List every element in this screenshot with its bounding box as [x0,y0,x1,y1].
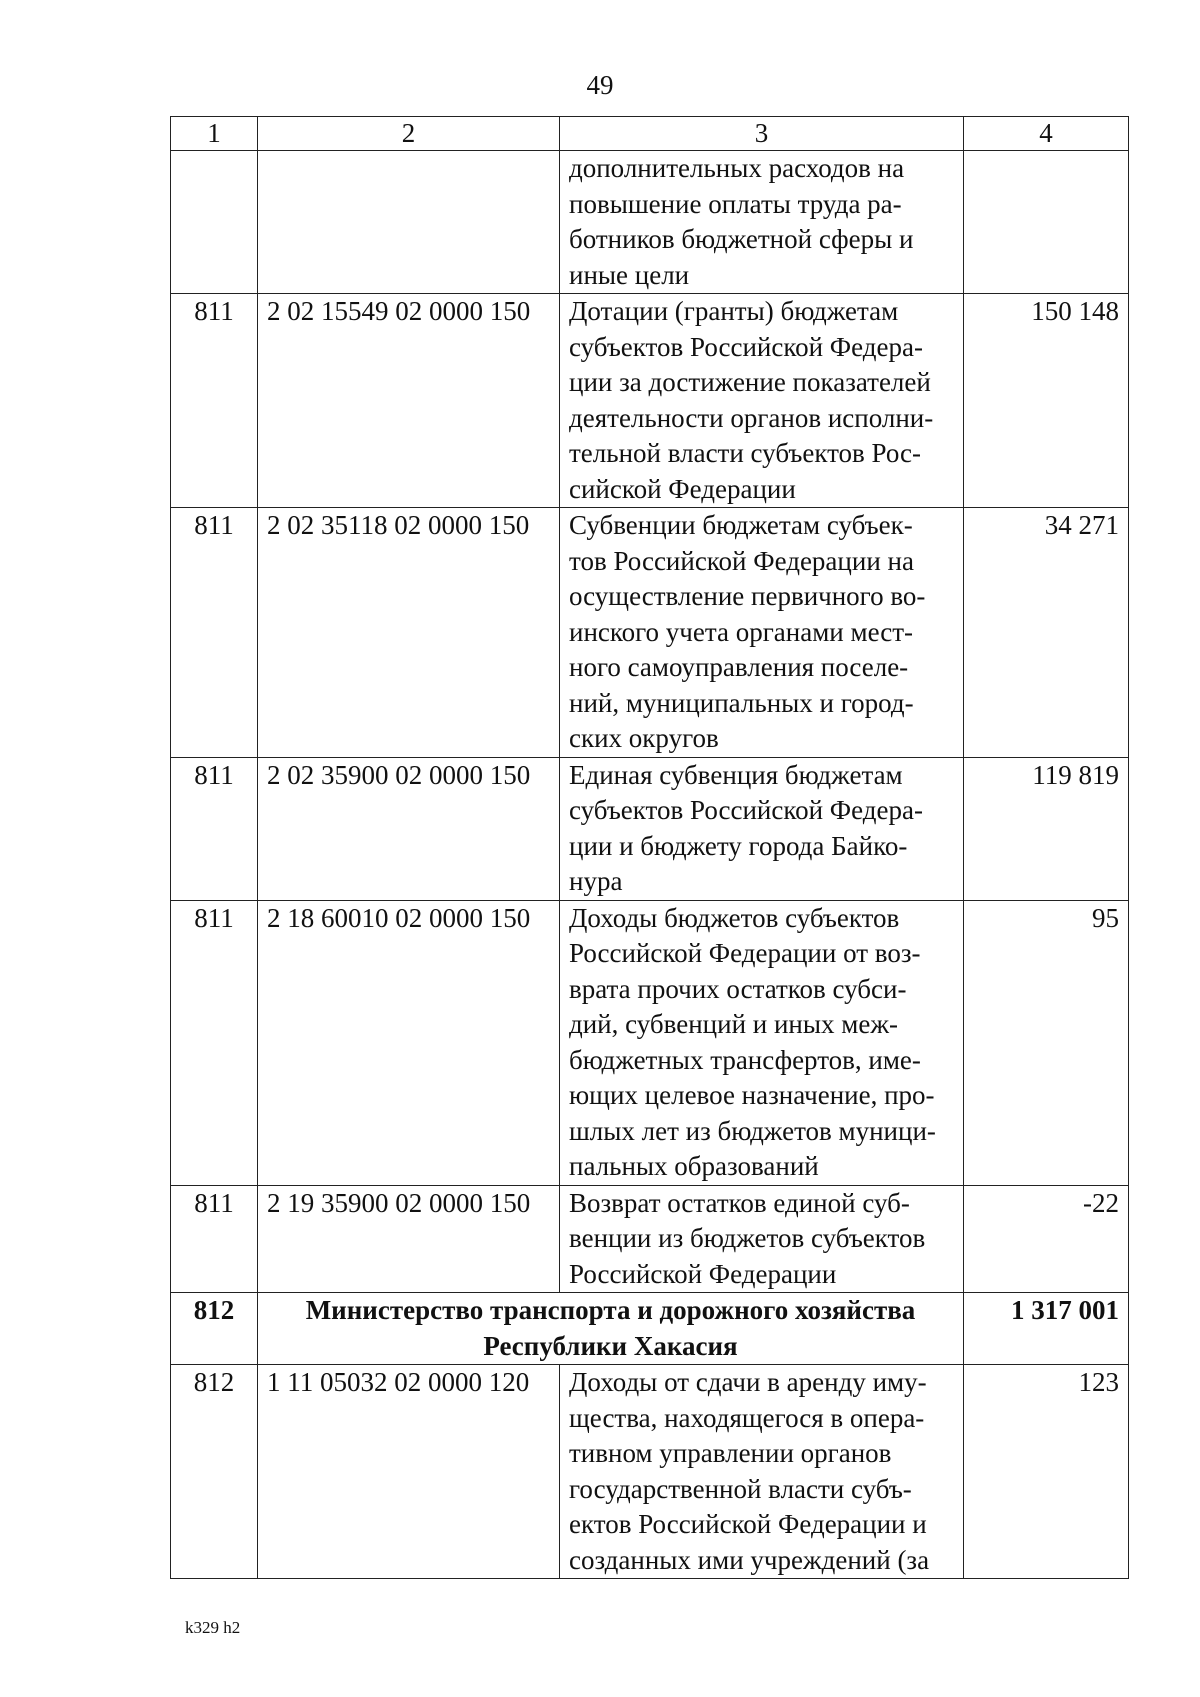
description-line: инского учета органами мест- [569,616,913,647]
budget-code-cell: 2 18 60010 02 0000 150 [258,900,560,1185]
description-line: Возврат остатков единой суб- [569,1187,910,1218]
description-line: ции за достижение показателей [569,367,931,397]
amount-cell: -22 [964,1185,1129,1293]
description-line: Российской Федерации [569,1258,837,1289]
description-line: осуществление первичного во- [569,581,926,611]
admin-code-cell: 812 [171,1365,258,1579]
amount-cell: 95 [964,900,1129,1185]
budget-code-cell: 2 02 15549 02 0000 150 [258,294,560,508]
description-line: Доходы бюджетов субъектов [569,902,900,933]
description-line: повышение оплаты труда ра- [569,188,902,219]
ministry-name-line: Министерство транспорта и дорожного хозяйства [305,1295,916,1325]
budget-table-body [171,117,1129,1579]
admin-code-cell: 811 [171,508,258,758]
admin-code-cell: 811 [171,900,258,1185]
description-line: тельной власти субъектов Рос- [569,438,922,468]
ministry-name [258,1293,964,1365]
description-line: ции и бюджету города Байко- [569,830,908,861]
description-line: тивном управлении органов [569,1438,892,1468]
ministry-row [171,1293,1129,1365]
budget-code-cell: 2 02 35118 02 0000 150 [258,508,560,758]
description-line: субъектов Российской Федера- [569,795,923,825]
page-number: 49 [586,70,614,100]
description-cell [560,294,964,508]
amount-cell: 123 [964,1365,1129,1579]
description-line: шлых лет из бюджетов муници- [569,1115,936,1146]
description-line: ного самоуправления поселе- [569,652,909,682]
description-line: Дотации (гранты) бюджетам [569,296,899,326]
description-line: дий, субвенций и иных меж- [569,1009,898,1039]
description-line: иные цели [569,259,690,290]
description-cell [560,757,964,900]
description-line: Субвенции бюджетам субъек- [569,510,913,540]
description-line: бюджетных трансфертов, име- [569,1044,921,1075]
table-row [171,757,1129,900]
table-header-row [171,117,1129,151]
description-line: дополнительных расходов на [569,153,905,183]
header-col-4: 4 [964,117,1129,151]
description-cell [560,1185,964,1293]
description-line: сийской Федерации [569,473,796,504]
table-row [171,508,1129,758]
description-line: созданных ими учреждений (за [569,1544,930,1575]
admin-code-cell [171,151,258,294]
amount-cell: 150 148 [964,294,1129,508]
budget-code-cell: 2 02 35900 02 0000 150 [258,757,560,900]
description-line: ний, муниципальных и город- [569,687,914,718]
description-line: нура [569,866,623,896]
table-row [171,1365,1129,1579]
description-line: венции из бюджетов субъектов [569,1223,926,1253]
description-cell [560,508,964,758]
table-row [171,1185,1129,1293]
ministry-name-line: Республики Хакасия [483,1330,738,1361]
ministry-total-amount: 1 317 001 [964,1293,1129,1365]
description-line: тов Российской Федерации на [569,545,914,576]
amount-cell: 34 271 [964,508,1129,758]
table-row [171,294,1129,508]
description-line: ектов Российской Федерации и [569,1509,927,1539]
budget-code-cell: 1 11 05032 02 0000 120 [258,1365,560,1579]
budget-code-cell: 2 19 35900 02 0000 150 [258,1185,560,1293]
description-cell [560,151,964,294]
description-line: Доходы от сдачи в аренду иму- [569,1367,927,1397]
admin-code-cell: 811 [171,757,258,900]
description-line: субъектов Российской Федера- [569,331,923,362]
ministry-admin-code: 812 [171,1293,258,1365]
budget-table [170,116,1129,1579]
description-line: щества, находящегося в опера- [569,1402,925,1433]
description-line: ских округов [569,723,719,753]
description-line: Российской Федерации от воз- [569,938,921,968]
description-line: Единая субвенция бюджетам [569,759,903,790]
table-row [171,151,1129,294]
header-col-2: 2 [258,117,560,151]
description-line: ботников бюджетной сферы и [569,224,914,254]
admin-code-cell: 811 [171,294,258,508]
header-col-1: 1 [171,117,258,151]
description-cell [560,900,964,1185]
description-line: государственной власти субъ- [569,1473,912,1504]
header-col-3: 3 [560,117,964,151]
description-line: деятельности органов исполни- [569,402,934,433]
description-line: ющих целевое назначение, про- [569,1080,935,1110]
admin-code-cell: 811 [171,1185,258,1293]
amount-cell: 119 819 [964,757,1129,900]
document-footer-code: k329 h2 [185,1618,241,1637]
description-line: пальных образований [569,1151,819,1181]
budget-code-cell [258,151,560,294]
amount-cell [964,151,1129,294]
table-row [171,900,1129,1185]
description-line: врата прочих остатков субси- [569,973,907,1004]
description-cell [560,1365,964,1579]
